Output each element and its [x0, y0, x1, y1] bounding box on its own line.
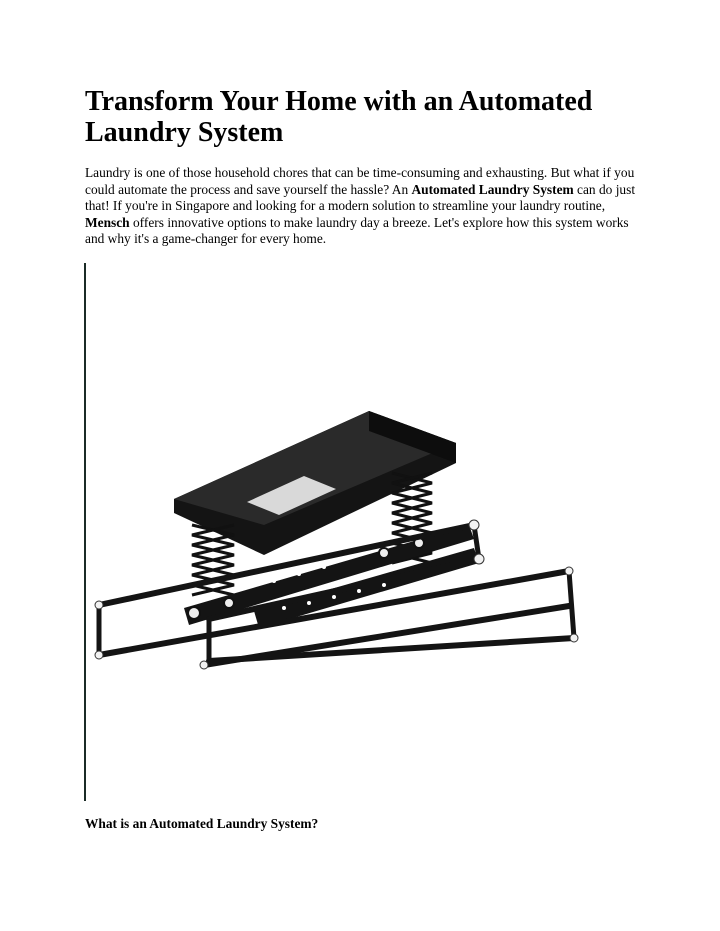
intro-text-2: can do just that! If you're in Singapore and looking for a modern solution to streamline your laundry routine,	[85, 181, 636, 214]
intro-bold-mensch: Mensch	[85, 214, 130, 230]
article-title: Transform Your Home with an Automated Laundry System	[85, 86, 593, 148]
laundry-rack-illustration	[84, 263, 590, 801]
intro-text-1: Laundry is one of those household chores that can be time-consuming and exhausting. But what if you could automate the process and save yourself the hassle? An	[85, 165, 635, 197]
laundry-rack-image	[84, 263, 590, 801]
intro-paragraph	[85, 165, 640, 248]
intro-text-3: offers innovative options to make laundry day a breeze. Let's explore how this system works and why it's a game-changer for every home.	[85, 214, 629, 247]
ceiling-motor-unit	[174, 411, 456, 555]
section-heading: What is an Automated Laundry System?	[85, 816, 319, 831]
intro-bold-automated-laundry-system: Automated Laundry System	[411, 181, 574, 197]
